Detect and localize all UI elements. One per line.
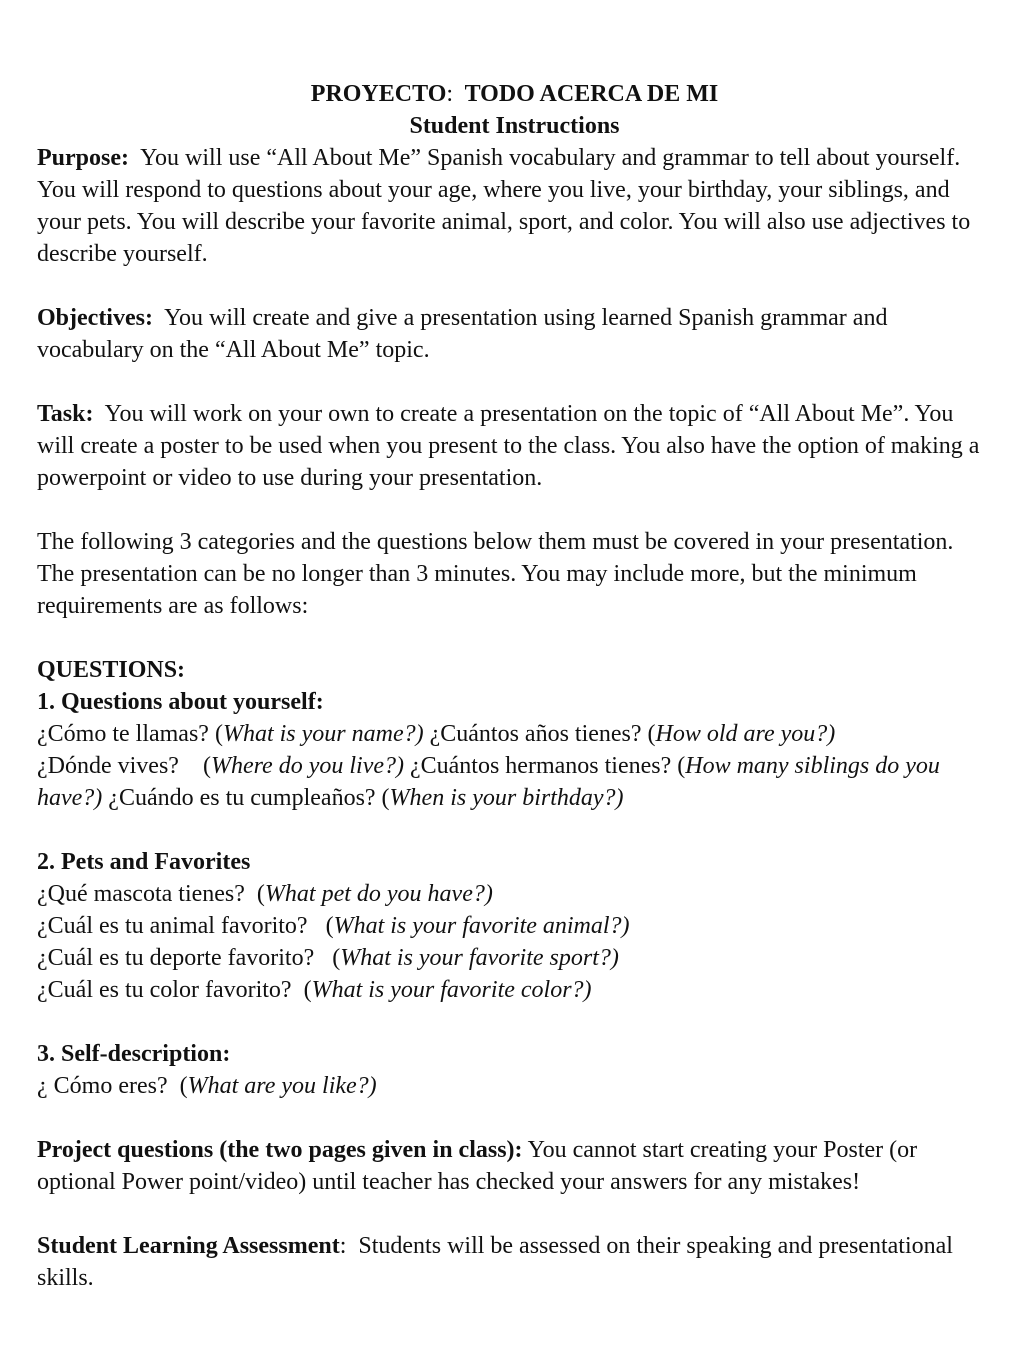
task-paragraph xyxy=(37,398,992,494)
assessment-text: Students will be assessed on their speaking and presentational skills. xyxy=(37,1233,959,1291)
purpose-label: Purpose: xyxy=(37,145,129,171)
document-subtitle: Student Instructions xyxy=(409,113,620,139)
q-name-es: ¿Cómo te llamas? ( xyxy=(37,721,223,747)
section3-heading: 3. Self-description: xyxy=(37,1041,231,1067)
title-part1: PROYECTO xyxy=(310,81,447,107)
q-siblings-en: How many siblings do you have?) xyxy=(37,753,940,811)
document-page xyxy=(37,78,992,1294)
task-label: Task: xyxy=(37,401,94,427)
q-age-en: How old are you?) xyxy=(655,721,836,747)
project-questions-label: Project questions (the two pages given in class): xyxy=(37,1137,523,1163)
objectives-paragraph xyxy=(37,302,992,366)
q-age-es: ¿Cuántos años tienes? ( xyxy=(423,721,656,747)
section1-questions xyxy=(37,718,992,814)
categories-intro: The following 3 categories and the questions below them must be covered in your presentation. The presentation can be no longer than 3 minutes. You may include more, but the minimum requirements are as follows: xyxy=(37,529,954,619)
q-siblings-es: ¿Cuántos hermanos tienes? ( xyxy=(403,753,686,779)
q-birthday-es: ¿Cuándo es tu cumpleaños? ( xyxy=(102,785,390,811)
task-text: You will work on your own to create a presentation on the topic of “All About Me”. You will create a poster to be used when you present to the class. You also have the option of making a powerpoint or video to use during your presentation. xyxy=(37,401,980,491)
purpose-paragraph xyxy=(37,142,992,270)
q-self: ¿ Cómo eres? (What are you like?) xyxy=(37,1073,377,1099)
q-live-en: Where do you live?) xyxy=(210,753,404,779)
q-color: ¿Cuál es tu color favorito? (What is your favorite color?) xyxy=(37,977,592,1003)
objectives-text: You will create and give a presentation using learned Spanish grammar and vocabulary on the “All About Me” topic. xyxy=(37,305,888,363)
assessment-colon: : xyxy=(339,1233,347,1259)
q-pet: ¿Qué mascota tienes? (What pet do you have?) xyxy=(37,881,493,907)
q-birthday-en: When is your birthday?) xyxy=(389,785,624,811)
document-title xyxy=(37,78,992,110)
title-colon: : xyxy=(446,81,454,107)
q-live-es: ¿Dónde vives? ( xyxy=(37,753,211,779)
title-part2: TODO ACERCA DE MI xyxy=(464,81,719,107)
section1-heading: 1. Questions about yourself: xyxy=(37,689,324,715)
purpose-text: You will use “All About Me” Spanish vocabulary and grammar to tell about yourself. You will respond to questions about your age, where you live, your birthday, your siblings, and your pets. You will describe your favorite animal, sport, and color. You will also use adjectives to describe yourself. xyxy=(37,145,971,267)
assessment-label: Student Learning Assessment xyxy=(37,1233,340,1259)
project-questions-text: You cannot start creating your Poster (or optional Power point/video) until teacher has checked your answers for any mistakes! xyxy=(37,1137,918,1195)
questions-heading: QUESTIONS: xyxy=(37,657,186,683)
project-questions-paragraph xyxy=(37,1134,992,1198)
objectives-label: Objectives: xyxy=(37,305,153,331)
q-animal: ¿Cuál es tu animal favorito? (What is your favorite animal?) xyxy=(37,913,630,939)
assessment-paragraph xyxy=(37,1230,992,1294)
section2-heading: 2. Pets and Favorites xyxy=(37,849,251,875)
q-sport: ¿Cuál es tu deporte favorito? (What is your favorite sport?) xyxy=(37,945,619,971)
q-name-en: What is your name?) xyxy=(222,721,424,747)
